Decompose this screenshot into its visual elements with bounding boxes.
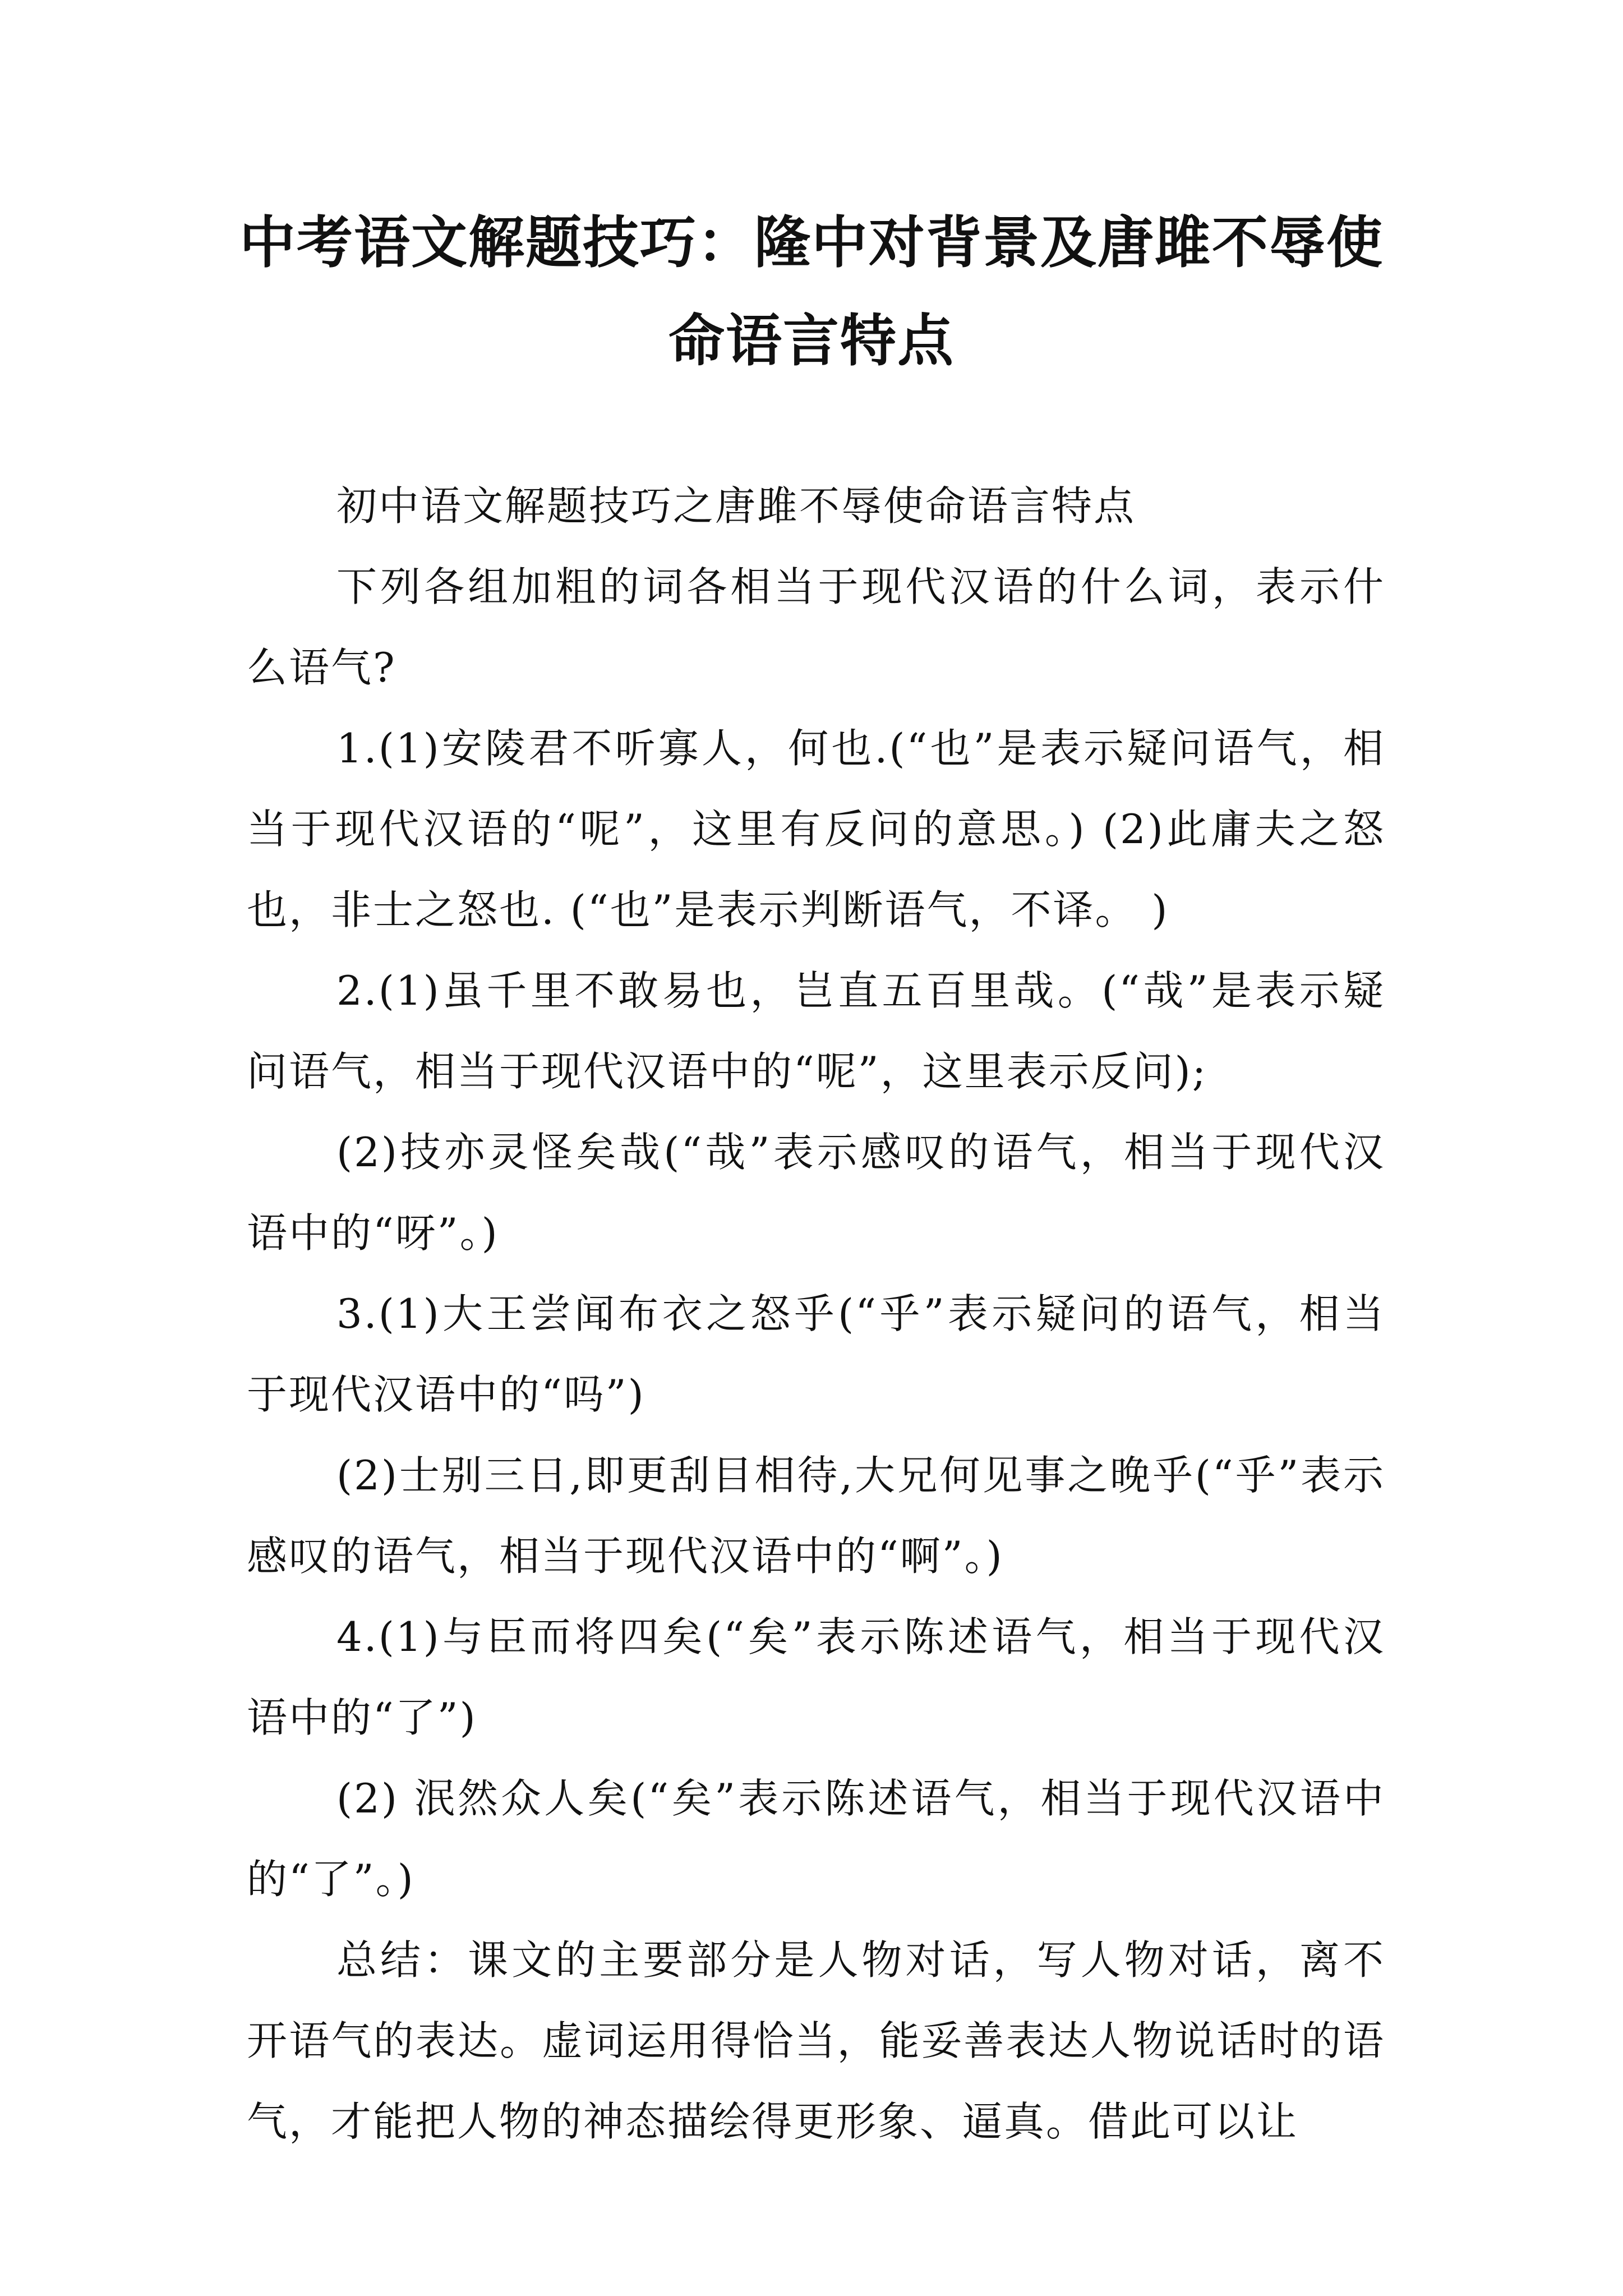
paragraph-item-4-1: 4.(1)与臣而将四矣(“矣”表示陈述语气，相当于现代汉语中的“了”) xyxy=(247,1613,1385,1741)
paragraph-item-1: 1.(1)安陵君不听寡人，何也.(“也”是表示疑问语气，相当于现代汉语的“呢”，这里有反问的意思。) (2)此庸夫之怒也，非士之怒也. (“也”是表示判断语气，不译。 ) xyxy=(247,725,1385,933)
document-title: 中考语文解题技巧：隆中对背景及唐雎不辱使命语言特点 xyxy=(239,210,1384,374)
paragraph-item-2-1: 2.(1)虽千里不敢易也，岂直五百里哉。(“哉”是表示疑问语气，相当于现代汉语中的“呢”，这里表示反问); xyxy=(247,967,1385,1095)
paragraph-subtitle: 初中语文解题技巧之唐雎不辱使命语言特点 xyxy=(336,482,1136,530)
paragraph-item-3-1: 3.(1)大王尝闻布衣之怒乎(“乎”表示疑问的语气，相当于现代汉语中的“吗”) xyxy=(247,1290,1385,1418)
paragraph-summary: 总结：课文的主要部分是人物对话，写人物对话，离不开语气的表达。虚词运用得恰当，能妥善表达人物说话时的语气，才能把人物的神态描绘得更形象、逼真。借此可以让 xyxy=(247,1936,1385,2145)
document-body xyxy=(247,466,1385,2162)
paragraph-item-4-2: (2) 泯然众人矣(“矣”表示陈述语气，相当于现代汉语中的“了”。) xyxy=(247,1775,1385,1903)
paragraph-item-2-2: (2)技亦灵怪矣哉(“哉”表示感叹的语气，相当于现代汉语中的“呀”。) xyxy=(247,1129,1385,1257)
paragraph-item-3-2: (2)士别三日,即更刮目相待,大兄何见事之晚乎(“乎”表示感叹的语气，相当于现代汉语中的“啊”。) xyxy=(247,1452,1385,1580)
paragraph-question: 下列各组加粗的词各相当于现代汉语的什么词，表示什么语气? xyxy=(247,563,1385,691)
